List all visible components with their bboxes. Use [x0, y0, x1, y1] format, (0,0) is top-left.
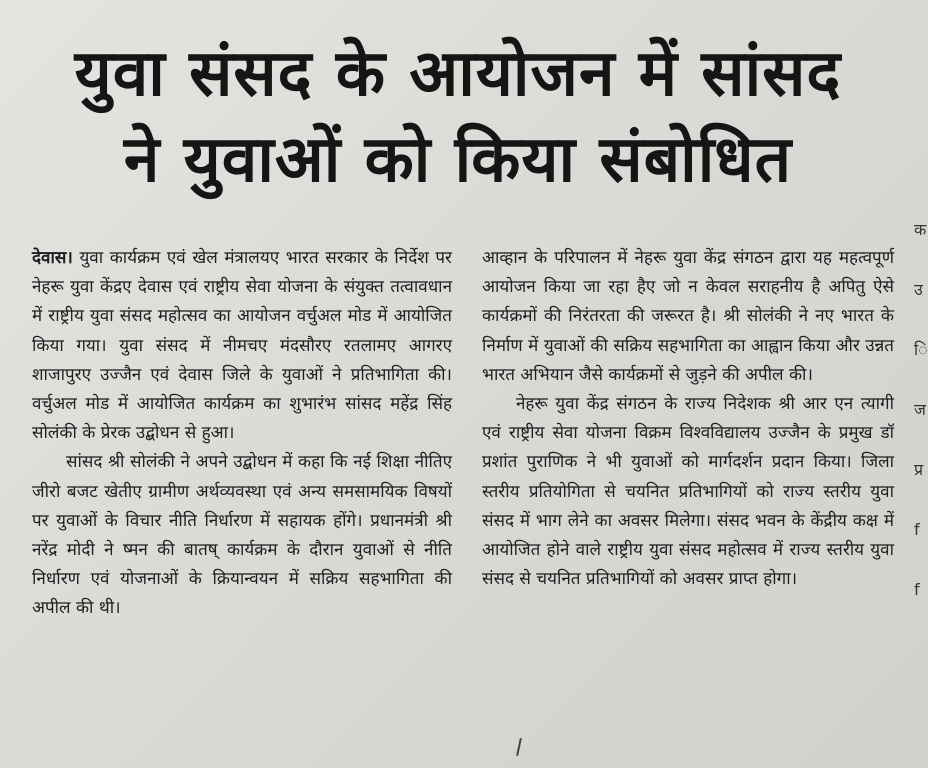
article-paragraph [32, 244, 452, 448]
paragraph-text: युवा कार्यक्रम एवं खेल मंत्रालयए भारत सरकार के निर्देश पर नेहरू युवा केंद्रए देवास एवं राष्ट्रीय सेवा योजना के संयुक्त तत्वावधान में राष्ट्रीय युवा संसद महोत्सव का आयोजन वर्चुअल मोड में आयोजित किया गया। युवा संसद में नीमचए मंदसौरए रतलामए आगरए शाजापुरए उज्जैन एवं देवास जिले के युवाओं ने प्रतिभागिता की। वर्चुअल मोड में आयोजित कार्यक्रम का शुभारंभ सांसद महेंद्र सिंह सोलंकी के प्रेरक उद्बोधन से हुआ। [32, 248, 453, 444]
edge-glyph: प्र [914, 460, 924, 479]
edge-glyph: f [914, 580, 920, 599]
edge-glyph: f [914, 520, 920, 539]
article-paragraph: सांसद श्री सोलंकी ने अपने उद्बोधन में कहा कि नई शिक्षा नीतिए जीरो बजट खेतीए ग्रामीण अर्थव्यवस्था एवं अन्य समसामयिक विषयों पर युवाओं के विचार नीति निर्धारण में सहायक होंगे। प्रधानमंत्री श्री नरेंद्र मोदी ने ष्मन की बातष् कार्यक्रम के दौरान युवाओं से नीति निर्धारण एवं योजनाओं के क्रियान्वयन में सक्रिय सहभागिता की अपील की थी। [32, 452, 452, 619]
article-paragraph: नेहरू युवा केंद्र संगठन के राज्य निदेशक श्री आर एन त्यागी एवं राष्ट्रीय सेवा योजना विक्रम विश्वविद्यालय उज्जैन के प्रमुख डॉ प्रशांत पुराणिक ने भी युवाओं को मार्गदर्शन प्रदान किया। जिला स्तरीय प्रतियोगिता से चयनित प्रतिभागियों को राज्य स्तरीय युवा संसद में भाग लेने का अवसर मिलेगा। संसद भवन के केंद्रीय कक्ष में आयोजित होने वाले राष्ट्रीय युवा संसद महोत्सव में राज्य स्तरीय युवा संसद से चयनित प्रतिभागियों को अवसर प्राप्त होगा। [482, 394, 894, 590]
edge-glyph: उ [914, 280, 923, 299]
headline-line-2: ने युवाओं को किया संबोधित [123, 123, 793, 197]
edge-glyph: क [914, 220, 927, 239]
article-column-right [482, 244, 894, 594]
article-paragraph: आव्हान के परिपालन में नेहरू युवा केंद्र संगठन द्वारा यह महत्वपूर्ण आयोजन किया जा रहा हैए जो न केवल सराहनीय है अपितु ऐसे कार्यक्रमों की निरंतरता की जरूरत है। श्री सोलंकी ने नए भारत के निर्माण में युवाओं की सक्रिय सहभागिता का आह्वान किया और उन्नत भारत अभियान जैसे कार्यक्रमों से जुड़ने की अपील की। [482, 248, 894, 385]
headline [18, 30, 898, 202]
adjacent-column-fragment [914, 200, 928, 720]
dateline: देवास। [32, 248, 73, 268]
edge-glyph: ज [914, 400, 926, 419]
article-column-left [32, 244, 452, 624]
edge-glyph: ि [914, 340, 928, 359]
headline-line-1: युवा संसद के आयोजन में सांसद [74, 37, 842, 111]
pen-mark [516, 738, 522, 756]
